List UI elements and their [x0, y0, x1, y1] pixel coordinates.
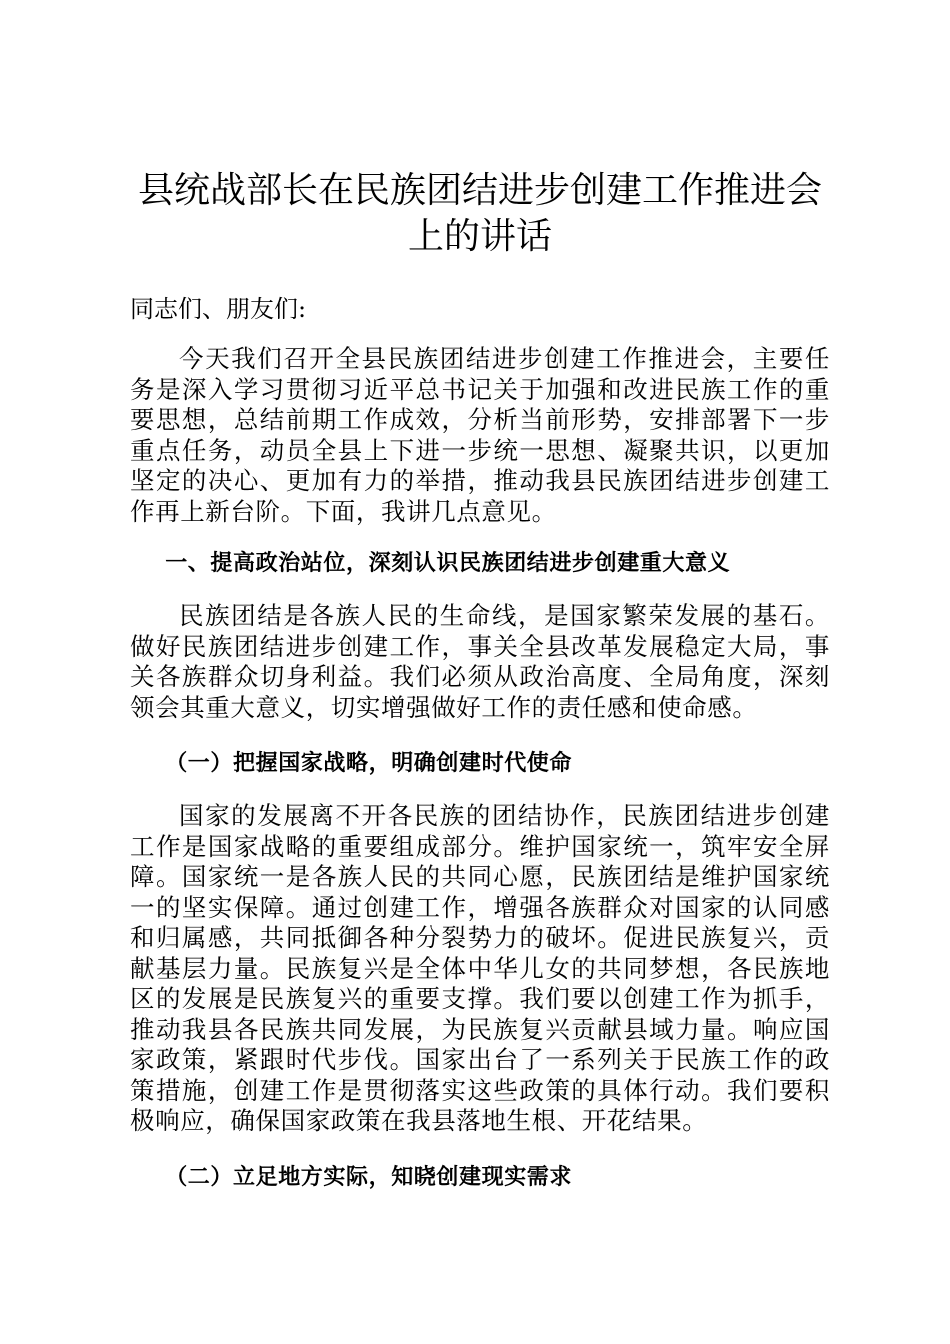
document-page: [130, 168, 830, 1193]
intro-paragraph: 今天我们召开全县民族团结进步创建工作推进会，主要任务是深入学习贯彻习近平总书记关于加强和改进民族工作的重要思想，总结前期工作成效，分析当前形势，安排部署下一步重点任务，动员全县上下进一步统一思想、凝聚共识，以更加坚定的决心、更加有力的举措，推动我县民族团结进步创建工作再上新台阶。下面，我讲几点意见。: [130, 344, 830, 526]
subsection-1-heading: （一）把握国家战略，明确创建时代使命: [165, 751, 572, 776]
salutation: 同志们、朋友们:: [130, 295, 307, 323]
section-1-paragraph: 民族团结是各族人民的生命线，是国家繁荣发展的基石。做好民族团结进步创建工作，事关全县改革发展稳定大局，事关各族群众切身利益。我们必须从政治高度、全局角度，深刻领会其重大意义，切实增强做好工作的责任感和使命感。: [130, 601, 830, 722]
subsection-2-heading: （二）立足地方实际，知晓创建现实需求: [165, 1164, 572, 1190]
subsection-1-paragraph: 国家的发展离不开各民族的团结协作，民族团结进步创建工作是国家战略的重要组成部分。维护国家统一，筑牢安全屏障。国家统一是各族人民的共同心愿，民族团结是维护国家统一的坚实保障。通过创建工作，增强各族群众对国家的认同感和归属感，共同抵御各种分裂势力的破坏。促进民族复兴，贡献基层力量。民族复兴是全体中华儿女的共同梦想，各民族地区的发展是民族复兴的重要支撑。我们要以创建工作为抓手，推动我县各民族共同发展，为民族复兴贡献县域力量。响应国家政策，紧跟时代步伐。国家出台了一系列关于民族工作的政策措施，创建工作是贯彻落实这些政策的具体行动。我们要积极响应，确保国家政策在我县落地生根、开花结果。: [130, 801, 830, 1135]
section-1-heading: 一、提高政治站位，深刻认识民族团结进步创建重大意义: [165, 551, 731, 576]
document-title: 县统战部长在民族团结进步创建工作推进会上的讲话: [137, 170, 822, 257]
